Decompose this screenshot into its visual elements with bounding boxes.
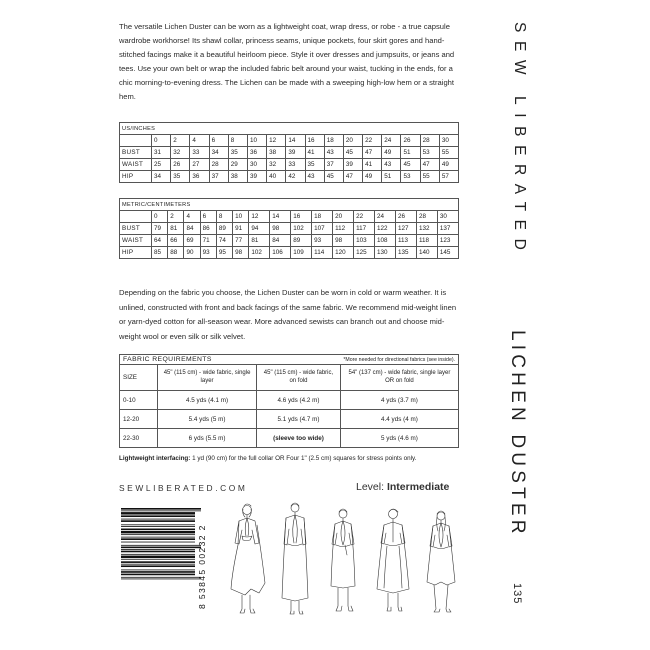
- size-cell: 14: [286, 135, 305, 147]
- barcode-bar: [121, 551, 195, 553]
- value-cell: 64: [152, 235, 168, 247]
- value-cell: 81: [168, 223, 184, 235]
- value-cell: 98: [333, 235, 354, 247]
- value-cell: 137: [437, 223, 458, 235]
- interfacing-note: [119, 455, 464, 462]
- value-cell: 38: [228, 171, 247, 183]
- yardage-cell: 5.4 yds (5 m): [158, 410, 257, 429]
- barcode-bar: [121, 512, 195, 514]
- metric-size-header-row: [120, 211, 459, 223]
- barcode-bar: [121, 519, 195, 520]
- figure-3: [331, 509, 355, 611]
- size-cell: 16: [291, 211, 312, 223]
- value-cell: 95: [216, 247, 232, 259]
- barcode-bar: [121, 526, 195, 527]
- value-cell: 120: [333, 247, 354, 259]
- interfacing-text: 1 yd (90 cm) for the full collar OR Four 1" (2.5 cm) squares for stress points only.: [190, 455, 417, 462]
- barcode-bar: [121, 570, 195, 571]
- size-cell: 16: [305, 135, 324, 147]
- barcode-bar: [121, 561, 195, 563]
- barcode-bar: [121, 577, 201, 578]
- row-label: WAIST: [120, 159, 152, 171]
- value-cell: 94: [249, 223, 270, 235]
- value-cell: 118: [416, 235, 437, 247]
- brand-name: SEW LIBERATED: [511, 22, 528, 259]
- intro-paragraph: The versatile Lichen Duster can be worn as a lightweight coat, wrap dress, or robe - a true capsule wardrobe workhorse! Its shawl collar, princess seams, unique pockets, four skirt gores and hand-stitched facings make it a beautiful heirloom piece. Style it over dresses and jumpsuits, or jeans and tees. Use your own belt or wrap the included fabric belt around your waist, tucking in the ends, for a chic morning-to-evening dress. The Lichen can be made with a sweeping high-low hem or a straight hem.: [119, 22, 455, 102]
- value-cell: 51: [382, 171, 401, 183]
- barcode-bar: [121, 542, 195, 543]
- size-cell: 24: [382, 135, 401, 147]
- value-cell: 37: [209, 171, 228, 183]
- yardage-cell: 4.5 yds (4.1 m): [158, 391, 257, 410]
- value-cell: 77: [233, 235, 249, 247]
- table-row: [120, 247, 459, 259]
- value-cell: 79: [152, 223, 168, 235]
- size-cell: 28: [420, 135, 439, 147]
- yardage-cell: 5 yds (4.6 m): [340, 429, 458, 448]
- size-cell: 28: [416, 211, 437, 223]
- table-row: [120, 391, 459, 410]
- value-cell: 34: [152, 171, 171, 183]
- value-cell: 81: [249, 235, 270, 247]
- value-cell: 135: [395, 247, 416, 259]
- value-cell: 89: [291, 235, 312, 247]
- value-cell: 85: [152, 247, 168, 259]
- size-cell: 18: [324, 135, 343, 147]
- size-cell: 2: [168, 211, 184, 223]
- value-cell: 84: [184, 223, 200, 235]
- value-cell: 117: [354, 223, 375, 235]
- website-link[interactable]: SEWLIBERATED.COM: [119, 483, 248, 493]
- value-cell: 31: [152, 147, 171, 159]
- barcode-bar: [121, 508, 201, 510]
- barcode-image: [121, 507, 211, 610]
- value-cell: 123: [437, 235, 458, 247]
- value-cell: 35: [171, 171, 190, 183]
- yardage-cell: (sleeve too wide): [257, 429, 341, 448]
- barcode-bars: [121, 508, 201, 579]
- size-cell: 10: [247, 135, 266, 147]
- value-cell: 57: [439, 171, 458, 183]
- value-cell: 86: [200, 223, 216, 235]
- size-cell: 30: [437, 211, 458, 223]
- value-cell: 125: [354, 247, 375, 259]
- column-header: 54" (137 cm) - wide fabric, single layer OR on fold: [340, 365, 458, 391]
- value-cell: 145: [437, 247, 458, 259]
- value-cell: 47: [420, 159, 439, 171]
- size-cell: 20: [343, 135, 362, 147]
- barcode-bar: [121, 547, 201, 549]
- barcode-bar: [121, 574, 195, 576]
- barcode-bar: [121, 520, 195, 522]
- barcode-bar: [121, 524, 195, 525]
- value-cell: 29: [228, 159, 247, 171]
- size-cell: 12: [267, 135, 286, 147]
- value-cell: 39: [247, 171, 266, 183]
- size-cell: 26: [395, 211, 416, 223]
- value-cell: 32: [171, 147, 190, 159]
- value-cell: 45: [401, 159, 420, 171]
- figure-5: [427, 511, 455, 612]
- row-label: BUST: [120, 147, 152, 159]
- fabric-description-paragraph: Depending on the fabric you choose, the Lichen Duster can be worn in cold or warm weather. It is unlined, constructed with front and back facings of the same fabric. We recommend mid-weight linen or yarn-dyed cotton for all-season wear. More advanced sewists can branch out and choose mid-weight wool or even silk or silk velvet.: [119, 288, 457, 341]
- pattern-title: LICHEN DUSTER: [507, 330, 528, 538]
- barcode-number: 8 53845 00232 2: [197, 524, 207, 609]
- value-cell: 90: [184, 247, 200, 259]
- level-value: Intermediate: [386, 481, 450, 493]
- size-cell: 8: [216, 211, 232, 223]
- value-cell: 102: [249, 247, 270, 259]
- yardage-cell: 4.6 yds (4.2 m): [257, 391, 341, 410]
- value-cell: 25: [152, 159, 171, 171]
- value-cell: 34: [209, 147, 228, 159]
- value-cell: 98: [233, 247, 249, 259]
- barcode-bar: [121, 564, 195, 565]
- size-cell: 0: [152, 135, 171, 147]
- size-cell: 2: [171, 135, 190, 147]
- barcode-bar: [121, 556, 195, 558]
- figure-2: [282, 503, 308, 614]
- value-cell: 27: [190, 159, 209, 171]
- fabric-table-title: FABRIC REQUIREMENTS: [120, 355, 257, 365]
- column-header: 45" (115 cm) - wide fabric, on fold: [257, 365, 341, 391]
- value-cell: 30: [247, 159, 266, 171]
- yardage-cell: 6 yds (5.5 m): [158, 429, 257, 448]
- barcode-bar: [121, 549, 195, 550]
- value-cell: 88: [168, 247, 184, 259]
- value-cell: 33: [190, 147, 209, 159]
- value-cell: 49: [439, 159, 458, 171]
- value-cell: 36: [247, 147, 266, 159]
- barcode-bar: [121, 565, 195, 567]
- value-cell: 84: [270, 235, 291, 247]
- level-label: Level:: [356, 481, 387, 493]
- row-label: HIP: [120, 247, 152, 259]
- size-cell: 14: [270, 211, 291, 223]
- value-cell: 113: [395, 235, 416, 247]
- us-table-title: US/INCHES: [120, 123, 459, 135]
- barcode-bar: [121, 529, 195, 531]
- value-cell: 108: [375, 235, 396, 247]
- size-cell: 22: [354, 211, 375, 223]
- size-column-header: SIZE: [120, 365, 158, 391]
- value-cell: 28: [209, 159, 228, 171]
- fabric-requirements-table: [119, 354, 459, 448]
- value-cell: 37: [324, 159, 343, 171]
- yardage-cell: 4.4 yds (4 m): [340, 410, 458, 429]
- value-cell: 39: [286, 147, 305, 159]
- size-range: 22-30: [120, 429, 158, 448]
- size-cell: 4: [190, 135, 209, 147]
- size-cell: 18: [312, 211, 333, 223]
- size-cell: 6: [209, 135, 228, 147]
- value-cell: 91: [233, 223, 249, 235]
- value-cell: 32: [267, 159, 286, 171]
- table-row: [120, 147, 459, 159]
- size-cell: 22: [363, 135, 382, 147]
- value-cell: 98: [270, 223, 291, 235]
- table-row: [120, 159, 459, 171]
- table-row: [120, 410, 459, 429]
- value-cell: 26: [171, 159, 190, 171]
- value-cell: 106: [270, 247, 291, 259]
- value-cell: 53: [401, 171, 420, 183]
- column-header: 45" (115 cm) - wide fabric, single layer: [158, 365, 257, 391]
- value-cell: 40: [267, 171, 286, 183]
- interfacing-label: Lightweight interfacing:: [119, 455, 191, 462]
- value-cell: 42: [286, 171, 305, 183]
- value-cell: 114: [312, 247, 333, 259]
- value-cell: 71: [200, 235, 216, 247]
- value-cell: 43: [305, 171, 324, 183]
- garment-illustration: [225, 500, 470, 617]
- barcode-bar: [121, 554, 195, 555]
- figure-1: [231, 504, 265, 613]
- size-cell: 6: [200, 211, 216, 223]
- barcode-bar: [121, 537, 195, 538]
- metric-table-title: METRIC/CENTIMETERS: [120, 199, 459, 211]
- barcode-bar: [121, 571, 195, 573]
- barcode-bar: [121, 559, 195, 560]
- skill-level: [356, 481, 449, 493]
- size-cell: 24: [375, 211, 396, 223]
- value-cell: 49: [382, 147, 401, 159]
- size-cell: 0: [152, 211, 168, 223]
- table-row: [120, 223, 459, 235]
- value-cell: 127: [395, 223, 416, 235]
- value-cell: 53: [420, 147, 439, 159]
- value-cell: 93: [312, 235, 333, 247]
- barcode-bar: [121, 538, 195, 540]
- value-cell: 69: [184, 235, 200, 247]
- value-cell: 41: [305, 147, 324, 159]
- value-cell: 109: [291, 247, 312, 259]
- barcode-bar: [121, 510, 201, 511]
- value-cell: 49: [363, 171, 382, 183]
- figure-4: [377, 509, 409, 611]
- value-cell: 112: [333, 223, 354, 235]
- barcode-bar: [121, 579, 201, 580]
- value-cell: 38: [267, 147, 286, 159]
- table-row: [120, 235, 459, 247]
- yardage-cell: 4 yds (3.7 m): [340, 391, 458, 410]
- value-cell: 35: [305, 159, 324, 171]
- value-cell: 140: [416, 247, 437, 259]
- value-cell: 130: [375, 247, 396, 259]
- fabric-table-note: *More needed for directional fabrics (see inside).: [257, 355, 459, 365]
- size-range: 0-10: [120, 391, 158, 410]
- yardage-cell: 5.1 yds (4.7 m): [257, 410, 341, 429]
- value-cell: 43: [382, 159, 401, 171]
- value-cell: 43: [324, 147, 343, 159]
- barcode-bar: [121, 545, 201, 546]
- value-cell: 47: [363, 147, 382, 159]
- value-cell: 66: [168, 235, 184, 247]
- row-label: HIP: [120, 171, 152, 183]
- value-cell: 47: [343, 171, 362, 183]
- value-cell: 102: [291, 223, 312, 235]
- barcode-bar: [121, 534, 195, 535]
- us-size-table: [119, 122, 459, 183]
- pattern-number: 135: [511, 583, 523, 605]
- value-cell: 36: [190, 171, 209, 183]
- value-cell: 103: [354, 235, 375, 247]
- value-cell: 35: [228, 147, 247, 159]
- value-cell: 45: [324, 171, 343, 183]
- size-cell: 4: [184, 211, 200, 223]
- value-cell: 93: [200, 247, 216, 259]
- size-cell: 12: [249, 211, 270, 223]
- table-row: [120, 171, 459, 183]
- size-cell: 8: [228, 135, 247, 147]
- value-cell: 33: [286, 159, 305, 171]
- value-cell: 55: [420, 171, 439, 183]
- value-cell: 45: [343, 147, 362, 159]
- value-cell: 107: [312, 223, 333, 235]
- row-label: WAIST: [120, 235, 152, 247]
- size-cell: 26: [401, 135, 420, 147]
- size-range: 12-20: [120, 410, 158, 429]
- value-cell: 132: [416, 223, 437, 235]
- size-cell: 30: [439, 135, 458, 147]
- barcode-bar: [121, 515, 195, 517]
- value-cell: 55: [439, 147, 458, 159]
- value-cell: 39: [343, 159, 362, 171]
- value-cell: 51: [401, 147, 420, 159]
- table-row: [120, 429, 459, 448]
- metric-size-table: [119, 198, 459, 259]
- value-cell: 41: [363, 159, 382, 171]
- value-cell: 89: [216, 223, 232, 235]
- row-label: BUST: [120, 223, 152, 235]
- barcode-bar: [121, 531, 195, 533]
- size-cell: 10: [233, 211, 249, 223]
- size-cell: 20: [333, 211, 354, 223]
- us-size-header-row: [120, 135, 459, 147]
- value-cell: 122: [375, 223, 396, 235]
- value-cell: 74: [216, 235, 232, 247]
